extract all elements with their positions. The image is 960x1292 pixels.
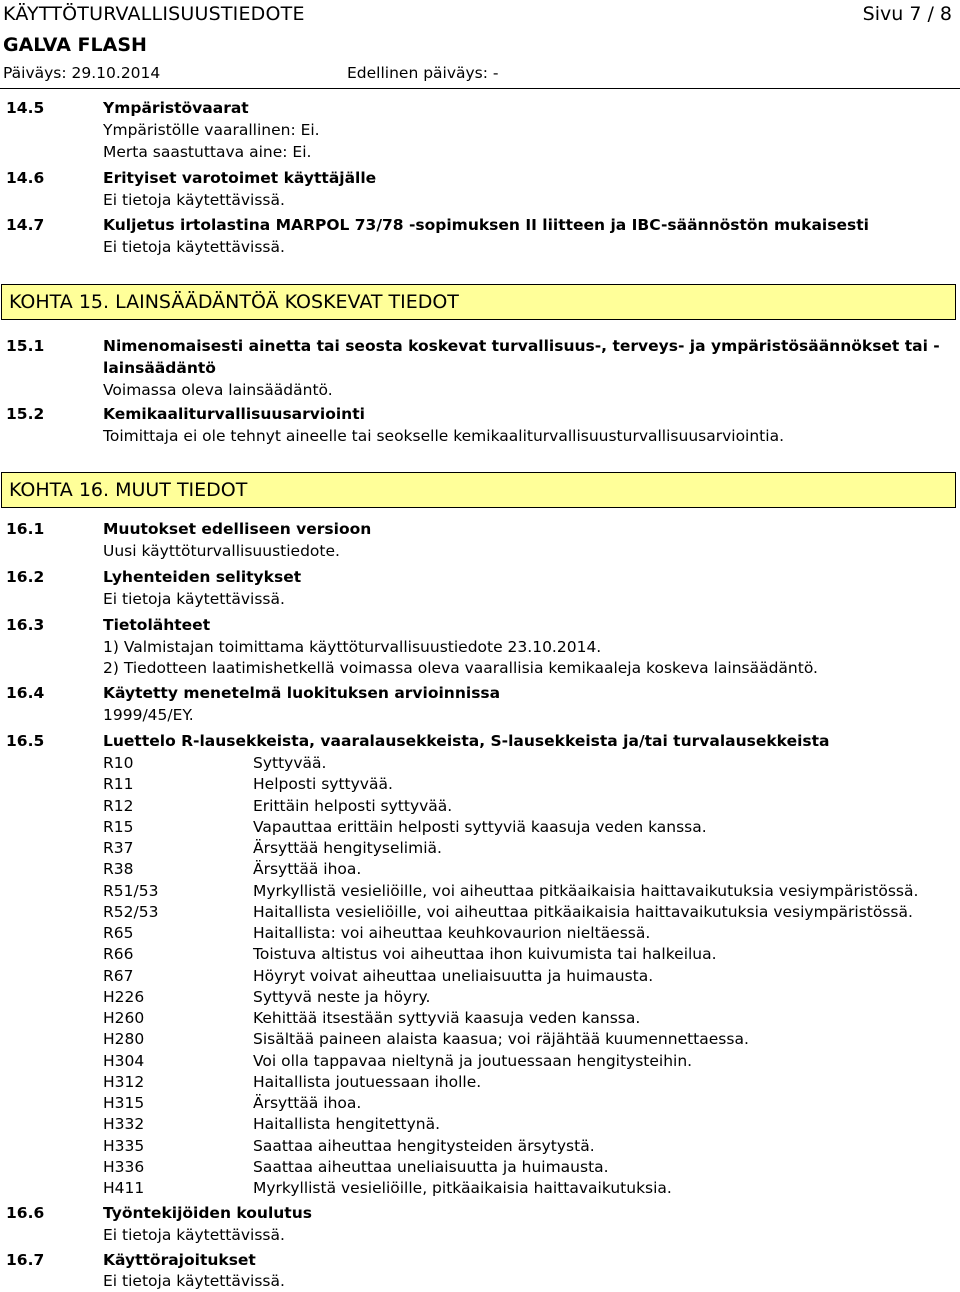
banner-title: KOHTA 16. MUUT TIEDOT: [9, 479, 248, 501]
phrase-text: Myrkyllistä vesieliöille, pitkäaikaisia haittavaikutuksia.: [253, 1179, 672, 1197]
phrase-code: H280: [103, 1030, 145, 1049]
section-15-banner: [1, 284, 956, 320]
phrase-text: Haitallista: voi aiheuttaa keuhkovaurion nieltäessä.: [253, 924, 651, 942]
phrase-text: Myrkyllistä vesieliöille, voi aiheuttaa pitkäaikaisia haittavaikutuksia vesiympäristössä.: [253, 881, 919, 900]
phrase-code: H304: [103, 1051, 145, 1070]
section-number: 16.4: [6, 684, 45, 702]
section-title: Kuljetus irtolastina MARPOL 73/78 -sopimuksen II liitteen ja IBC-säännöstön mukaisesti: [103, 216, 869, 234]
section-title: Ympäristövaarat: [103, 99, 249, 117]
section-number: 16.2: [6, 568, 45, 586]
phrase-code: R51/53: [103, 881, 159, 900]
section-title: Käytetty menetelmä luokituksen arvioinnissa: [103, 684, 501, 702]
phrase-text: Voi olla tappavaa nieltynä ja joutuessaan hengitysteihin.: [253, 1051, 693, 1070]
section-title: Muutokset edelliseen versioon: [103, 520, 372, 538]
phrase-code: R38: [103, 860, 134, 879]
issue-date: Päiväys: 29.10.2014: [3, 64, 161, 82]
section-title: Kemikaaliturvallisuusarviointi: [103, 405, 365, 423]
phrase-text: Ärsyttää hengityselimiä.: [253, 839, 442, 857]
section-title: Lyhenteiden selitykset: [103, 568, 302, 586]
section-number: 14.7: [6, 216, 45, 234]
body-text: Ei tietoja käytettävissä.: [103, 590, 285, 608]
page-number: Sivu 7 / 8: [862, 3, 952, 25]
phrase-code: R15: [103, 817, 134, 836]
section-16-banner: [1, 472, 956, 508]
body-text: Ei tietoja käytettävissä.: [103, 1272, 285, 1290]
section-number: 15.1: [6, 337, 45, 355]
phrase-text: Helposti syttyvää.: [253, 775, 393, 794]
previous-date: Edellinen päiväys: -: [347, 64, 499, 82]
phrase-text: Höyryt voivat aiheuttaa uneliaisuutta ja huimausta.: [253, 966, 654, 985]
section-number: 15.2: [6, 405, 45, 423]
phrase-code: H336: [103, 1157, 145, 1176]
section-number: 14.6: [6, 169, 45, 187]
phrase-text: Haitallista joutuessaan iholle.: [253, 1072, 482, 1091]
phrase-code: H411: [103, 1179, 145, 1197]
phrase-code: H312: [103, 1072, 145, 1091]
phrase-code: H335: [103, 1136, 145, 1155]
body-text: Ympäristölle vaarallinen: Ei.: [103, 121, 320, 139]
body-text: 2) Tiedotteen laatimishetkellä voimassa oleva vaarallisia kemikaaleja koskeva lainsäädäntö.: [103, 659, 818, 677]
body-text: 1) Valmistajan toimittama käyttöturvallisuustiedote 23.10.2014.: [103, 638, 602, 656]
banner-title: KOHTA 15. LAINSÄÄDÄNTÖÄ KOSKEVAT TIEDOT: [9, 291, 459, 313]
phrase-text: Ärsyttää ihoa.: [253, 1094, 362, 1112]
section-number: 16.3: [6, 616, 45, 634]
body-text: Ei tietoja käytettävissä.: [103, 1226, 285, 1244]
phrase-text: Saattaa aiheuttaa hengitysteiden ärsytystä.: [253, 1136, 595, 1155]
section-number: 16.5: [6, 732, 45, 750]
phrase-code: H332: [103, 1115, 145, 1134]
section-number: 16.1: [6, 520, 45, 538]
phrase-text: Toistuva altistus voi aiheuttaa ihon kuivumista tai halkeilua.: [253, 945, 717, 964]
section-title: Nimenomaisesti ainetta tai seosta koskevat turvallisuus-, terveys- ja ympäristösäännökset tai -: [103, 337, 940, 355]
body-text: 1999/45/EY.: [103, 706, 194, 724]
phrase-code: R52/53: [103, 902, 159, 921]
phrase-code: R67: [103, 966, 134, 985]
phrase-code: H315: [103, 1094, 145, 1112]
phrase-code: R37: [103, 839, 134, 857]
phrase-text: Ärsyttää ihoa.: [253, 860, 362, 879]
section-number: 16.6: [6, 1204, 45, 1222]
section-number: 14.5: [6, 99, 45, 117]
phrase-text: Haitallista hengitettynä.: [253, 1115, 441, 1134]
section-title: Työntekijöiden koulutus: [103, 1204, 312, 1222]
phrase-text: Saattaa aiheuttaa uneliaisuutta ja huimausta.: [253, 1157, 609, 1176]
phrase-text: Syttyvä neste ja höyry.: [253, 987, 431, 1006]
header-divider: [0, 88, 960, 89]
body-text: Voimassa oleva lainsäädäntö.: [103, 381, 333, 399]
product-name: GALVA FLASH: [3, 34, 147, 56]
phrase-text: Erittäin helposti syttyvää.: [253, 796, 453, 815]
body-text: Merta saastuttava aine: Ei.: [103, 143, 312, 161]
document-title: KÄYTTÖTURVALLISUUSTIEDOTE: [3, 3, 305, 25]
phrase-text: Sisältää paineen alaista kaasua; voi räjähtää kuumennettaessa.: [253, 1030, 749, 1049]
phrase-code: R10: [103, 754, 134, 772]
section-title: Tietolähteet: [103, 616, 211, 634]
phrase-code: R12: [103, 796, 134, 815]
phrase-text: Vapauttaa erittäin helposti syttyviä kaasuja veden kanssa.: [253, 817, 707, 836]
body-text: Toimittaja ei ole tehnyt aineelle tai seokselle kemikaaliturvallisuusturvallisuusarviointia.: [103, 427, 784, 445]
section-title: Erityiset varotoimet käyttäjälle: [103, 169, 377, 187]
phrase-text: Syttyvää.: [253, 754, 327, 772]
body-text: Ei tietoja käytettävissä.: [103, 238, 285, 256]
phrase-code: R65: [103, 924, 134, 942]
section-title: Käyttörajoitukset: [103, 1251, 256, 1269]
phrase-code: H260: [103, 1009, 145, 1027]
phrase-code: R11: [103, 775, 134, 794]
phrase-text: Kehittää itsestään syttyviä kaasuja veden kanssa.: [253, 1009, 641, 1027]
body-text: Ei tietoja käytettävissä.: [103, 191, 285, 209]
section-title-continued: lainsäädäntö: [103, 359, 216, 377]
phrase-code: H226: [103, 987, 145, 1006]
section-number: 16.7: [6, 1251, 45, 1269]
phrase-code: R66: [103, 945, 134, 964]
section-title: Luettelo R-lausekkeista, vaaralausekkeista, S-lausekkeista ja/tai turvalausekkeista: [103, 732, 830, 750]
phrase-text: Haitallista vesieliöille, voi aiheuttaa pitkäaikaisia haittavaikutuksia vesiympäristössä.: [253, 902, 913, 921]
body-text: Uusi käyttöturvallisuustiedote.: [103, 542, 340, 560]
